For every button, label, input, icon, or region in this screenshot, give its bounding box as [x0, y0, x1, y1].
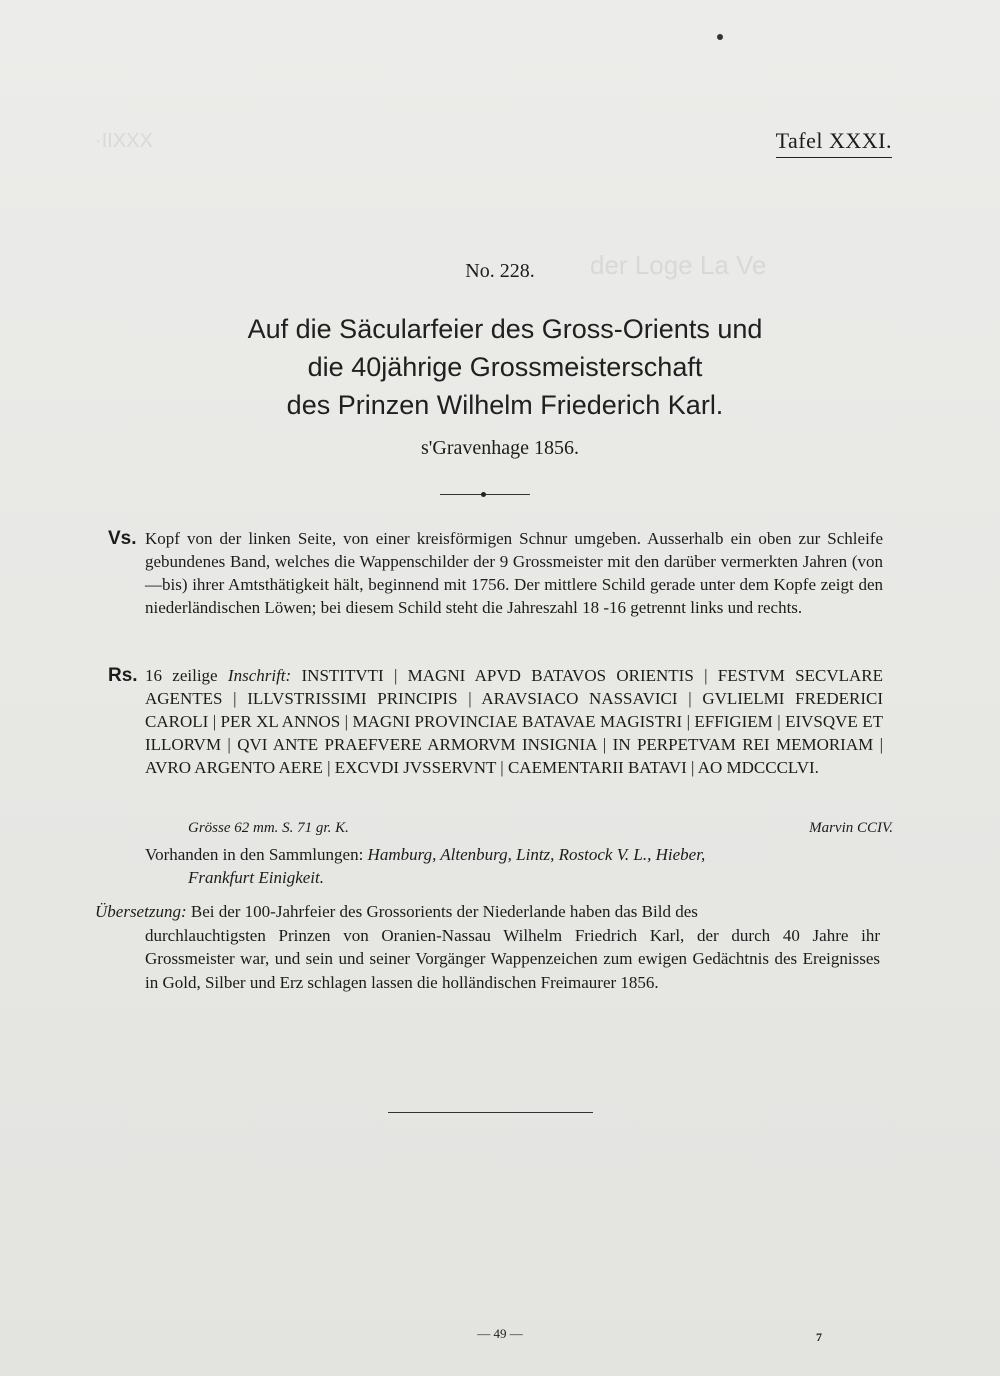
end-rule — [388, 1112, 593, 1113]
show-through-text: der Loge La Ve — [590, 250, 767, 280]
size-weight: Grösse 62 mm. S. 71 gr. K. — [188, 820, 349, 836]
place-date: s'Gravenhage 1856. — [421, 437, 579, 459]
collections-places-continued: Frankfurt Einigkeit. — [188, 868, 324, 887]
reverse-description — [145, 664, 883, 779]
plate-number: Tafel XXXI. — [776, 128, 892, 158]
medal-specs — [188, 820, 893, 837]
ornamental-divider — [440, 494, 530, 495]
collections-prefix: Vorhanden in den Sammlungen: — [145, 845, 364, 864]
show-through-text: ·IIXXX — [95, 130, 153, 152]
reverse-prefix: 16 zeilige — [145, 666, 218, 685]
inscription-label: Inschrift: — [227, 666, 292, 685]
reverse-section — [108, 664, 883, 779]
collections-places: Hamburg, Altenburg, Lintz, Rostock V. L., Hieber, — [367, 845, 706, 864]
collections — [145, 843, 885, 889]
ink-dot — [717, 34, 723, 40]
signature-mark: 7 — [816, 1330, 822, 1344]
translation-label: Übersetzung: — [95, 902, 187, 921]
translation — [95, 900, 880, 994]
page-number: — 49 — — [477, 1326, 523, 1341]
obverse-label: Vs. — [108, 528, 137, 549]
entry-number: No. 228. — [465, 260, 535, 282]
obverse-description: Kopf von der linken Seite, von einer kreisförmigen Schnur umgeben. Ausserhalb ein oben zur Schleife gebundenes Band, welches die Wappenschilder der 9 Grossmeister mit den darüber vermerkten Jahren (von—bis) ihrer Amtsthätigkeit hält, beginnend mit 1756. Der mittlere Schild gerade unter dem Kopfe zeigt den niederländischen Löwen; bei diesem Schild steht die Jahreszahl 18 -16 getrennt links und rechts. — [145, 529, 883, 617]
translation-text: durchlauchtigsten Prinzen von Oranien-Nassau Wilhelm Friedrich Karl, der durch 40 Jahre ihr Grossmeister war, und sein und seiner Vorgänger Wappenzeichen zum ewigen Gedächtnis des Ereignisses in Gold, Silber und Erz schlagen lassen die holländischen Freimaurer 1856. — [145, 925, 880, 992]
catalog-reference: Marvin CCIV. — [809, 820, 893, 836]
inscription-text: INSTITVTI | MAGNI APVD BATAVOS ORIENTIS | FESTVM SECVLARE AGENTES | ILLVSTRISSIMI PRINCIPIS | ARAVSIACO NASSAVICI | GVLIELMI FREDERICI CAROLI | PER XL ANNOS | MAGNI PROVINCIAE BATAVAE MAGISTRI | EFFIGIEM | EIVSQVE ET ILLORVM | QVI ANTE PRAEFVERE ARMORVM INSIGNIA | IN PERPETVAM REI MEMORIAM | AVRO ARGENTO AERE | EXCVDI JVSSERVNT | CAEMENTARII BATAVI | AO MDCCCLVI. — [145, 666, 884, 777]
medal-title — [140, 310, 870, 424]
translation-first-line: Bei der 100-Jahrfeier des Grossorients der Niederlande haben das Bild des — [190, 902, 698, 921]
obverse-section — [108, 527, 883, 619]
title-line: des Prinzen Wilhelm Friederich Karl. — [286, 390, 724, 420]
reverse-label: Rs. — [108, 665, 138, 686]
title-line: Auf die Säcularfeier des Gross-Orients und — [247, 314, 763, 344]
title-line: die 40jährige Grossmeisterschaft — [307, 352, 703, 382]
